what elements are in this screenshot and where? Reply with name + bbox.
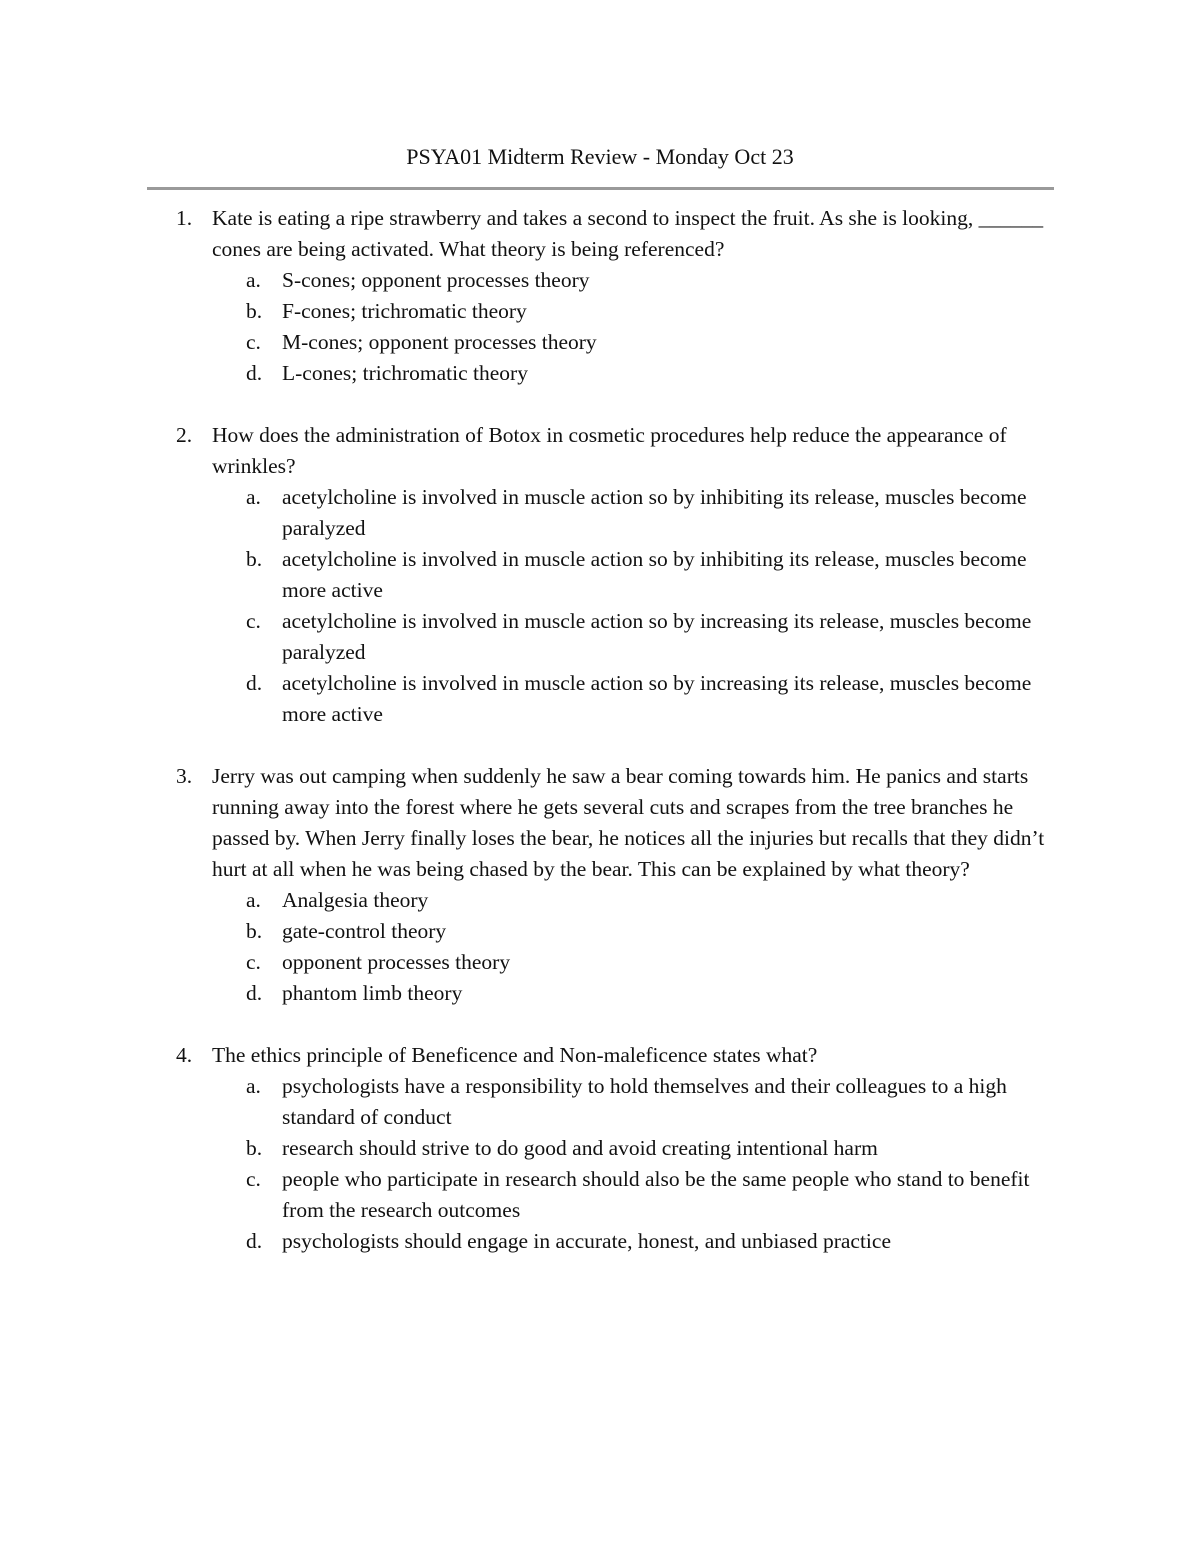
answer-option-a: [212, 482, 1072, 544]
option-text: people who participate in research should also be the same people who stand to benefit from the research outcomes: [282, 1167, 1030, 1222]
answer-options: [212, 265, 1072, 389]
option-letter: b.: [246, 299, 263, 323]
option-text: psychologists should engage in accurate, honest, and unbiased practice: [282, 1229, 891, 1253]
question-number: 3.: [176, 764, 193, 788]
option-text: opponent processes theory: [282, 950, 511, 974]
answer-option-d: [212, 1226, 1072, 1257]
question-text: How does the administration of Botox in cosmetic procedures help reduce the appearance of wrinkles?: [212, 423, 1007, 478]
answer-options: [212, 482, 1072, 730]
option-letter: d.: [246, 981, 263, 1005]
document-title: PSYA01 Midterm Review - Monday Oct 23: [406, 144, 794, 169]
question-4: [172, 1040, 1072, 1257]
option-letter: c.: [246, 330, 261, 354]
option-letter: a.: [246, 485, 261, 509]
option-letter: b.: [246, 1136, 263, 1160]
option-text: gate-control theory: [282, 919, 447, 943]
option-text: S-cones; opponent processes theory: [282, 268, 590, 292]
question-2: [172, 420, 1072, 730]
option-letter: d.: [246, 671, 263, 695]
option-text: acetylcholine is involved in muscle action so by increasing its release, muscles become more active: [282, 671, 1032, 726]
title-divider: [147, 187, 1054, 190]
option-text: psychologists have a responsibility to hold themselves and their colleagues to a high standard of conduct: [282, 1074, 1007, 1129]
answer-option-b: [212, 1133, 1072, 1164]
option-letter: c.: [246, 1167, 261, 1191]
option-text: acetylcholine is involved in muscle action so by increasing its release, muscles become paralyzed: [282, 609, 1032, 664]
answer-option-a: [212, 885, 1072, 916]
answer-options: [212, 1071, 1072, 1257]
answer-option-c: [212, 947, 1072, 978]
answer-option-c: [212, 1164, 1072, 1226]
option-text: Analgesia theory: [282, 888, 429, 912]
answer-option-c: [212, 606, 1072, 668]
answer-options: [212, 885, 1072, 1009]
question-text: Kate is eating a ripe strawberry and takes a second to inspect the fruit. As she is looking, ______ cones are being activated. What theory is being referenced?: [212, 206, 1044, 261]
option-text: acetylcholine is involved in muscle action so by inhibiting its release, muscles become more active: [282, 547, 1027, 602]
question-1: [172, 203, 1072, 389]
question-3: [172, 761, 1072, 1009]
option-letter: a.: [246, 1074, 261, 1098]
answer-option-d: [212, 668, 1072, 730]
option-letter: b.: [246, 919, 263, 943]
option-letter: c.: [246, 609, 261, 633]
option-text: M-cones; opponent processes theory: [282, 330, 597, 354]
answer-option-b: [212, 916, 1072, 947]
answer-option-b: [212, 544, 1072, 606]
question-number: 4.: [176, 1043, 193, 1067]
option-letter: c.: [246, 950, 261, 974]
option-letter: a.: [246, 888, 261, 912]
question-number: 2.: [176, 423, 193, 447]
option-letter: b.: [246, 547, 263, 571]
option-text: L-cones; trichromatic theory: [282, 361, 528, 385]
answer-option-c: [212, 327, 1072, 358]
option-text: research should strive to do good and avoid creating intentional harm: [282, 1136, 878, 1160]
answer-option-b: [212, 296, 1072, 327]
option-letter: d.: [246, 1229, 263, 1253]
answer-option-a: [212, 1071, 1072, 1133]
option-letter: d.: [246, 361, 263, 385]
question-list: [172, 203, 1072, 1257]
question-number: 1.: [176, 206, 193, 230]
answer-option-d: [212, 978, 1072, 1009]
answer-option-d: [212, 358, 1072, 389]
option-text: acetylcholine is involved in muscle action so by inhibiting its release, muscles become paralyzed: [282, 485, 1027, 540]
question-text: The ethics principle of Beneficence and Non-maleficence states what?: [212, 1043, 818, 1067]
option-letter: a.: [246, 268, 261, 292]
option-text: phantom limb theory: [282, 981, 463, 1005]
option-text: F-cones; trichromatic theory: [282, 299, 527, 323]
answer-option-a: [212, 265, 1072, 296]
question-text: Jerry was out camping when suddenly he saw a bear coming towards him. He panics and starts running away into the forest where he gets several cuts and scrapes from the tree branches he passed by. When Jerry finally loses the bear, he notices all the injuries but recalls that they didn’t hurt at all when he was being chased by the bear. This can be explained by what theory?: [212, 764, 1045, 881]
